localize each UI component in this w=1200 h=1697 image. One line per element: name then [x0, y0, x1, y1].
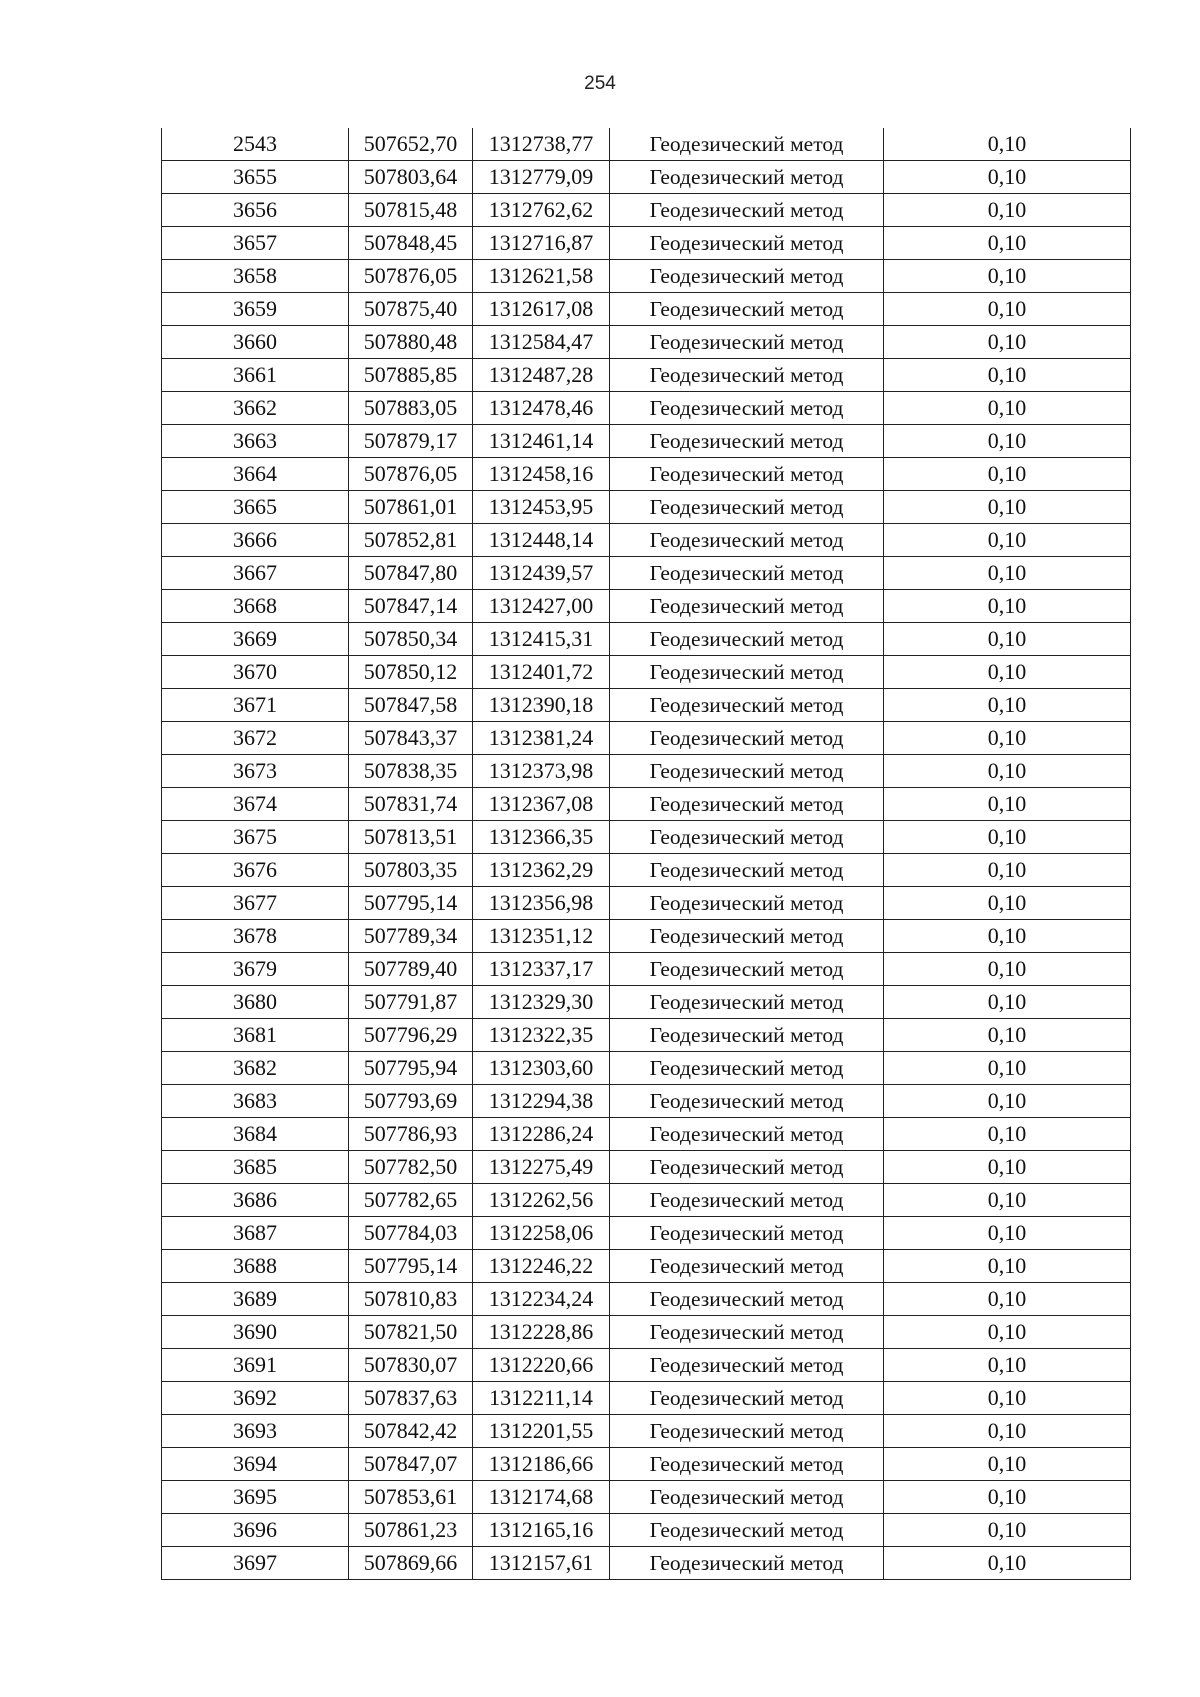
- method-cell: Геодезический метод: [610, 1283, 884, 1316]
- x-coordinate-cell: 507793,69: [349, 1085, 473, 1118]
- x-coordinate-cell: 507861,23: [349, 1514, 473, 1547]
- error-cell: 0,10: [884, 1151, 1131, 1184]
- point-number-cell: 3677: [162, 887, 349, 920]
- x-coordinate-cell: 507875,40: [349, 293, 473, 326]
- method-cell: Геодезический метод: [610, 623, 884, 656]
- table-row: [162, 557, 1131, 590]
- point-number-cell: 3674: [162, 788, 349, 821]
- x-coordinate-cell: 507803,35: [349, 854, 473, 887]
- y-coordinate-cell: 1312211,14: [473, 1382, 610, 1415]
- x-coordinate-cell: 507791,87: [349, 986, 473, 1019]
- y-coordinate-cell: 1312351,12: [473, 920, 610, 953]
- table-row: [162, 1085, 1131, 1118]
- y-coordinate-cell: 1312165,16: [473, 1514, 610, 1547]
- point-number-cell: 3657: [162, 227, 349, 260]
- error-cell: 0,10: [884, 590, 1131, 623]
- x-coordinate-cell: 507883,05: [349, 392, 473, 425]
- x-coordinate-cell: 507879,17: [349, 425, 473, 458]
- point-number-cell: 3693: [162, 1415, 349, 1448]
- error-cell: 0,10: [884, 1448, 1131, 1481]
- table-row: [162, 161, 1131, 194]
- table-row: [162, 689, 1131, 722]
- point-number-cell: 3682: [162, 1052, 349, 1085]
- error-cell: 0,10: [884, 1415, 1131, 1448]
- y-coordinate-cell: 1312390,18: [473, 689, 610, 722]
- x-coordinate-cell: 507784,03: [349, 1217, 473, 1250]
- y-coordinate-cell: 1312303,60: [473, 1052, 610, 1085]
- table-row: [162, 1547, 1131, 1580]
- error-cell: 0,10: [884, 722, 1131, 755]
- method-cell: Геодезический метод: [610, 359, 884, 392]
- point-number-cell: 3687: [162, 1217, 349, 1250]
- y-coordinate-cell: 1312362,29: [473, 854, 610, 887]
- method-cell: Геодезический метод: [610, 1349, 884, 1382]
- method-cell: Геодезический метод: [610, 920, 884, 953]
- method-cell: Геодезический метод: [610, 953, 884, 986]
- point-number-cell: 3679: [162, 953, 349, 986]
- table-row: [162, 392, 1131, 425]
- y-coordinate-cell: 1312186,66: [473, 1448, 610, 1481]
- method-cell: Геодезический метод: [610, 1085, 884, 1118]
- point-number-cell: 3680: [162, 986, 349, 1019]
- error-cell: 0,10: [884, 524, 1131, 557]
- table-row: [162, 1283, 1131, 1316]
- point-number-cell: 3675: [162, 821, 349, 854]
- table-row: [162, 194, 1131, 227]
- y-coordinate-cell: 1312258,06: [473, 1217, 610, 1250]
- error-cell: 0,10: [884, 920, 1131, 953]
- x-coordinate-cell: 507869,66: [349, 1547, 473, 1580]
- x-coordinate-cell: 507831,74: [349, 788, 473, 821]
- table-row: [162, 227, 1131, 260]
- error-cell: 0,10: [884, 161, 1131, 194]
- error-cell: 0,10: [884, 425, 1131, 458]
- y-coordinate-cell: 1312157,61: [473, 1547, 610, 1580]
- point-number-cell: 3696: [162, 1514, 349, 1547]
- y-coordinate-cell: 1312617,08: [473, 293, 610, 326]
- error-cell: 0,10: [884, 458, 1131, 491]
- x-coordinate-cell: 507830,07: [349, 1349, 473, 1382]
- y-coordinate-cell: 1312275,49: [473, 1151, 610, 1184]
- method-cell: Геодезический метод: [610, 1481, 884, 1514]
- x-coordinate-cell: 507652,70: [349, 128, 473, 161]
- method-cell: Геодезический метод: [610, 392, 884, 425]
- error-cell: 0,10: [884, 821, 1131, 854]
- table-row: [162, 986, 1131, 1019]
- error-cell: 0,10: [884, 986, 1131, 1019]
- y-coordinate-cell: 1312262,56: [473, 1184, 610, 1217]
- error-cell: 0,10: [884, 953, 1131, 986]
- x-coordinate-cell: 507850,12: [349, 656, 473, 689]
- x-coordinate-cell: 507852,81: [349, 524, 473, 557]
- error-cell: 0,10: [884, 359, 1131, 392]
- method-cell: Геодезический метод: [610, 293, 884, 326]
- y-coordinate-cell: 1312487,28: [473, 359, 610, 392]
- table-row: [162, 590, 1131, 623]
- method-cell: Геодезический метод: [610, 590, 884, 623]
- x-coordinate-cell: 507876,05: [349, 458, 473, 491]
- point-number-cell: 2543: [162, 128, 349, 161]
- point-number-cell: 3681: [162, 1019, 349, 1052]
- method-cell: Геодезический метод: [610, 1382, 884, 1415]
- point-number-cell: 3689: [162, 1283, 349, 1316]
- y-coordinate-cell: 1312356,98: [473, 887, 610, 920]
- table-row: [162, 920, 1131, 953]
- error-cell: 0,10: [884, 194, 1131, 227]
- table-row: [162, 293, 1131, 326]
- table-row: [162, 491, 1131, 524]
- table-row: [162, 1316, 1131, 1349]
- x-coordinate-cell: 507789,34: [349, 920, 473, 953]
- point-number-cell: 3683: [162, 1085, 349, 1118]
- error-cell: 0,10: [884, 260, 1131, 293]
- method-cell: Геодезический метод: [610, 689, 884, 722]
- error-cell: 0,10: [884, 293, 1131, 326]
- table-row: [162, 425, 1131, 458]
- point-number-cell: 3694: [162, 1448, 349, 1481]
- table-row: [162, 260, 1131, 293]
- point-number-cell: 3668: [162, 590, 349, 623]
- point-number-cell: 3655: [162, 161, 349, 194]
- y-coordinate-cell: 1312453,95: [473, 491, 610, 524]
- point-number-cell: 3665: [162, 491, 349, 524]
- method-cell: Геодезический метод: [610, 1217, 884, 1250]
- method-cell: Геодезический метод: [610, 326, 884, 359]
- y-coordinate-cell: 1312201,55: [473, 1415, 610, 1448]
- error-cell: 0,10: [884, 1019, 1131, 1052]
- point-number-cell: 3684: [162, 1118, 349, 1151]
- point-number-cell: 3678: [162, 920, 349, 953]
- table-row: [162, 755, 1131, 788]
- x-coordinate-cell: 507847,14: [349, 590, 473, 623]
- table-row: [162, 1184, 1131, 1217]
- x-coordinate-cell: 507847,07: [349, 1448, 473, 1481]
- method-cell: Геодезический метод: [610, 524, 884, 557]
- error-cell: 0,10: [884, 326, 1131, 359]
- error-cell: 0,10: [884, 1481, 1131, 1514]
- method-cell: Геодезический метод: [610, 1019, 884, 1052]
- method-cell: Геодезический метод: [610, 1415, 884, 1448]
- error-cell: 0,10: [884, 1052, 1131, 1085]
- point-number-cell: 3660: [162, 326, 349, 359]
- table-row: [162, 722, 1131, 755]
- method-cell: Геодезический метод: [610, 128, 884, 161]
- point-number-cell: 3671: [162, 689, 349, 722]
- page-number: 254: [584, 73, 616, 94]
- y-coordinate-cell: 1312367,08: [473, 788, 610, 821]
- y-coordinate-cell: 1312220,66: [473, 1349, 610, 1382]
- point-number-cell: 3658: [162, 260, 349, 293]
- y-coordinate-cell: 1312401,72: [473, 656, 610, 689]
- method-cell: Геодезический метод: [610, 491, 884, 524]
- point-number-cell: 3685: [162, 1151, 349, 1184]
- y-coordinate-cell: 1312762,62: [473, 194, 610, 227]
- table-row: [162, 1151, 1131, 1184]
- y-coordinate-cell: 1312584,47: [473, 326, 610, 359]
- point-number-cell: 3688: [162, 1250, 349, 1283]
- y-coordinate-cell: 1312415,31: [473, 623, 610, 656]
- table-row: [162, 359, 1131, 392]
- table-row: [162, 887, 1131, 920]
- point-number-cell: 3659: [162, 293, 349, 326]
- error-cell: 0,10: [884, 1217, 1131, 1250]
- error-cell: 0,10: [884, 128, 1131, 161]
- x-coordinate-cell: 507795,14: [349, 887, 473, 920]
- method-cell: Геодезический метод: [610, 788, 884, 821]
- y-coordinate-cell: 1312439,57: [473, 557, 610, 590]
- method-cell: Геодезический метод: [610, 887, 884, 920]
- method-cell: Геодезический метод: [610, 1316, 884, 1349]
- table-row: [162, 326, 1131, 359]
- method-cell: Геодезический метод: [610, 194, 884, 227]
- point-number-cell: 3695: [162, 1481, 349, 1514]
- table-row: [162, 1415, 1131, 1448]
- method-cell: Геодезический метод: [610, 161, 884, 194]
- y-coordinate-cell: 1312478,46: [473, 392, 610, 425]
- error-cell: 0,10: [884, 689, 1131, 722]
- method-cell: Геодезический метод: [610, 1448, 884, 1481]
- point-number-cell: 3692: [162, 1382, 349, 1415]
- table-row: [162, 1217, 1131, 1250]
- y-coordinate-cell: 1312294,38: [473, 1085, 610, 1118]
- x-coordinate-cell: 507796,29: [349, 1019, 473, 1052]
- error-cell: 0,10: [884, 1349, 1131, 1382]
- error-cell: 0,10: [884, 1184, 1131, 1217]
- x-coordinate-cell: 507838,35: [349, 755, 473, 788]
- method-cell: Геодезический метод: [610, 1052, 884, 1085]
- method-cell: Геодезический метод: [610, 1547, 884, 1580]
- error-cell: 0,10: [884, 623, 1131, 656]
- x-coordinate-cell: 507821,50: [349, 1316, 473, 1349]
- x-coordinate-cell: 507789,40: [349, 953, 473, 986]
- error-cell: 0,10: [884, 1514, 1131, 1547]
- point-number-cell: 3669: [162, 623, 349, 656]
- point-number-cell: 3672: [162, 722, 349, 755]
- error-cell: 0,10: [884, 392, 1131, 425]
- x-coordinate-cell: 507810,83: [349, 1283, 473, 1316]
- coordinates-table: [161, 128, 1131, 1580]
- table-row: [162, 1382, 1131, 1415]
- y-coordinate-cell: 1312246,22: [473, 1250, 610, 1283]
- error-cell: 0,10: [884, 1316, 1131, 1349]
- x-coordinate-cell: 507843,37: [349, 722, 473, 755]
- method-cell: Геодезический метод: [610, 821, 884, 854]
- method-cell: Геодезический метод: [610, 986, 884, 1019]
- error-cell: 0,10: [884, 1547, 1131, 1580]
- x-coordinate-cell: 507842,42: [349, 1415, 473, 1448]
- point-number-cell: 3676: [162, 854, 349, 887]
- method-cell: Геодезический метод: [610, 227, 884, 260]
- y-coordinate-cell: 1312621,58: [473, 260, 610, 293]
- error-cell: 0,10: [884, 491, 1131, 524]
- x-coordinate-cell: 507813,51: [349, 821, 473, 854]
- point-number-cell: 3661: [162, 359, 349, 392]
- point-number-cell: 3670: [162, 656, 349, 689]
- error-cell: 0,10: [884, 1283, 1131, 1316]
- table-row: [162, 1448, 1131, 1481]
- point-number-cell: 3686: [162, 1184, 349, 1217]
- error-cell: 0,10: [884, 788, 1131, 821]
- error-cell: 0,10: [884, 227, 1131, 260]
- y-coordinate-cell: 1312427,00: [473, 590, 610, 623]
- error-cell: 0,10: [884, 1085, 1131, 1118]
- method-cell: Геодезический метод: [610, 656, 884, 689]
- method-cell: Геодезический метод: [610, 1118, 884, 1151]
- error-cell: 0,10: [884, 557, 1131, 590]
- y-coordinate-cell: 1312458,16: [473, 458, 610, 491]
- x-coordinate-cell: 507848,45: [349, 227, 473, 260]
- y-coordinate-cell: 1312373,98: [473, 755, 610, 788]
- table-row: [162, 1481, 1131, 1514]
- y-coordinate-cell: 1312366,35: [473, 821, 610, 854]
- coordinates-table-body: [162, 128, 1131, 1580]
- method-cell: Геодезический метод: [610, 425, 884, 458]
- y-coordinate-cell: 1312779,09: [473, 161, 610, 194]
- point-number-cell: 3691: [162, 1349, 349, 1382]
- point-number-cell: 3667: [162, 557, 349, 590]
- y-coordinate-cell: 1312448,14: [473, 524, 610, 557]
- table-row: [162, 821, 1131, 854]
- x-coordinate-cell: 507853,61: [349, 1481, 473, 1514]
- point-number-cell: 3697: [162, 1547, 349, 1580]
- x-coordinate-cell: 507803,64: [349, 161, 473, 194]
- x-coordinate-cell: 507837,63: [349, 1382, 473, 1415]
- error-cell: 0,10: [884, 1382, 1131, 1415]
- method-cell: Геодезический метод: [610, 722, 884, 755]
- x-coordinate-cell: 507876,05: [349, 260, 473, 293]
- table-row: [162, 1052, 1131, 1085]
- error-cell: 0,10: [884, 854, 1131, 887]
- method-cell: Геодезический метод: [610, 260, 884, 293]
- x-coordinate-cell: 507885,85: [349, 359, 473, 392]
- error-cell: 0,10: [884, 755, 1131, 788]
- point-number-cell: 3666: [162, 524, 349, 557]
- x-coordinate-cell: 507786,93: [349, 1118, 473, 1151]
- error-cell: 0,10: [884, 656, 1131, 689]
- error-cell: 0,10: [884, 887, 1131, 920]
- method-cell: Геодезический метод: [610, 1250, 884, 1283]
- y-coordinate-cell: 1312738,77: [473, 128, 610, 161]
- table-row: [162, 953, 1131, 986]
- method-cell: Геодезический метод: [610, 854, 884, 887]
- point-number-cell: 3673: [162, 755, 349, 788]
- y-coordinate-cell: 1312716,87: [473, 227, 610, 260]
- table-row: [162, 854, 1131, 887]
- y-coordinate-cell: 1312461,14: [473, 425, 610, 458]
- y-coordinate-cell: 1312286,24: [473, 1118, 610, 1151]
- method-cell: Геодезический метод: [610, 755, 884, 788]
- table-row: [162, 788, 1131, 821]
- point-number-cell: 3690: [162, 1316, 349, 1349]
- x-coordinate-cell: 507880,48: [349, 326, 473, 359]
- point-number-cell: 3662: [162, 392, 349, 425]
- x-coordinate-cell: 507861,01: [349, 491, 473, 524]
- point-number-cell: 3656: [162, 194, 349, 227]
- error-cell: 0,10: [884, 1250, 1131, 1283]
- y-coordinate-cell: 1312329,30: [473, 986, 610, 1019]
- point-number-cell: 3663: [162, 425, 349, 458]
- x-coordinate-cell: 507795,14: [349, 1250, 473, 1283]
- error-cell: 0,10: [884, 1118, 1131, 1151]
- x-coordinate-cell: 507847,58: [349, 689, 473, 722]
- y-coordinate-cell: 1312174,68: [473, 1481, 610, 1514]
- table-row: [162, 1514, 1131, 1547]
- table-row: [162, 1019, 1131, 1052]
- x-coordinate-cell: 507815,48: [349, 194, 473, 227]
- method-cell: Геодезический метод: [610, 1151, 884, 1184]
- y-coordinate-cell: 1312234,24: [473, 1283, 610, 1316]
- method-cell: Геодезический метод: [610, 557, 884, 590]
- table-row: [162, 1250, 1131, 1283]
- x-coordinate-cell: 507782,50: [349, 1151, 473, 1184]
- method-cell: Геодезический метод: [610, 1514, 884, 1547]
- y-coordinate-cell: 1312381,24: [473, 722, 610, 755]
- x-coordinate-cell: 507847,80: [349, 557, 473, 590]
- y-coordinate-cell: 1312228,86: [473, 1316, 610, 1349]
- x-coordinate-cell: 507782,65: [349, 1184, 473, 1217]
- x-coordinate-cell: 507795,94: [349, 1052, 473, 1085]
- method-cell: Геодезический метод: [610, 1184, 884, 1217]
- table-row: [162, 1118, 1131, 1151]
- y-coordinate-cell: 1312337,17: [473, 953, 610, 986]
- table-row: [162, 656, 1131, 689]
- table-row: [162, 524, 1131, 557]
- point-number-cell: 3664: [162, 458, 349, 491]
- method-cell: Геодезический метод: [610, 458, 884, 491]
- x-coordinate-cell: 507850,34: [349, 623, 473, 656]
- table-row: [162, 1349, 1131, 1382]
- y-coordinate-cell: 1312322,35: [473, 1019, 610, 1052]
- table-row: [162, 458, 1131, 491]
- table-row: [162, 623, 1131, 656]
- table-row: [162, 128, 1131, 161]
